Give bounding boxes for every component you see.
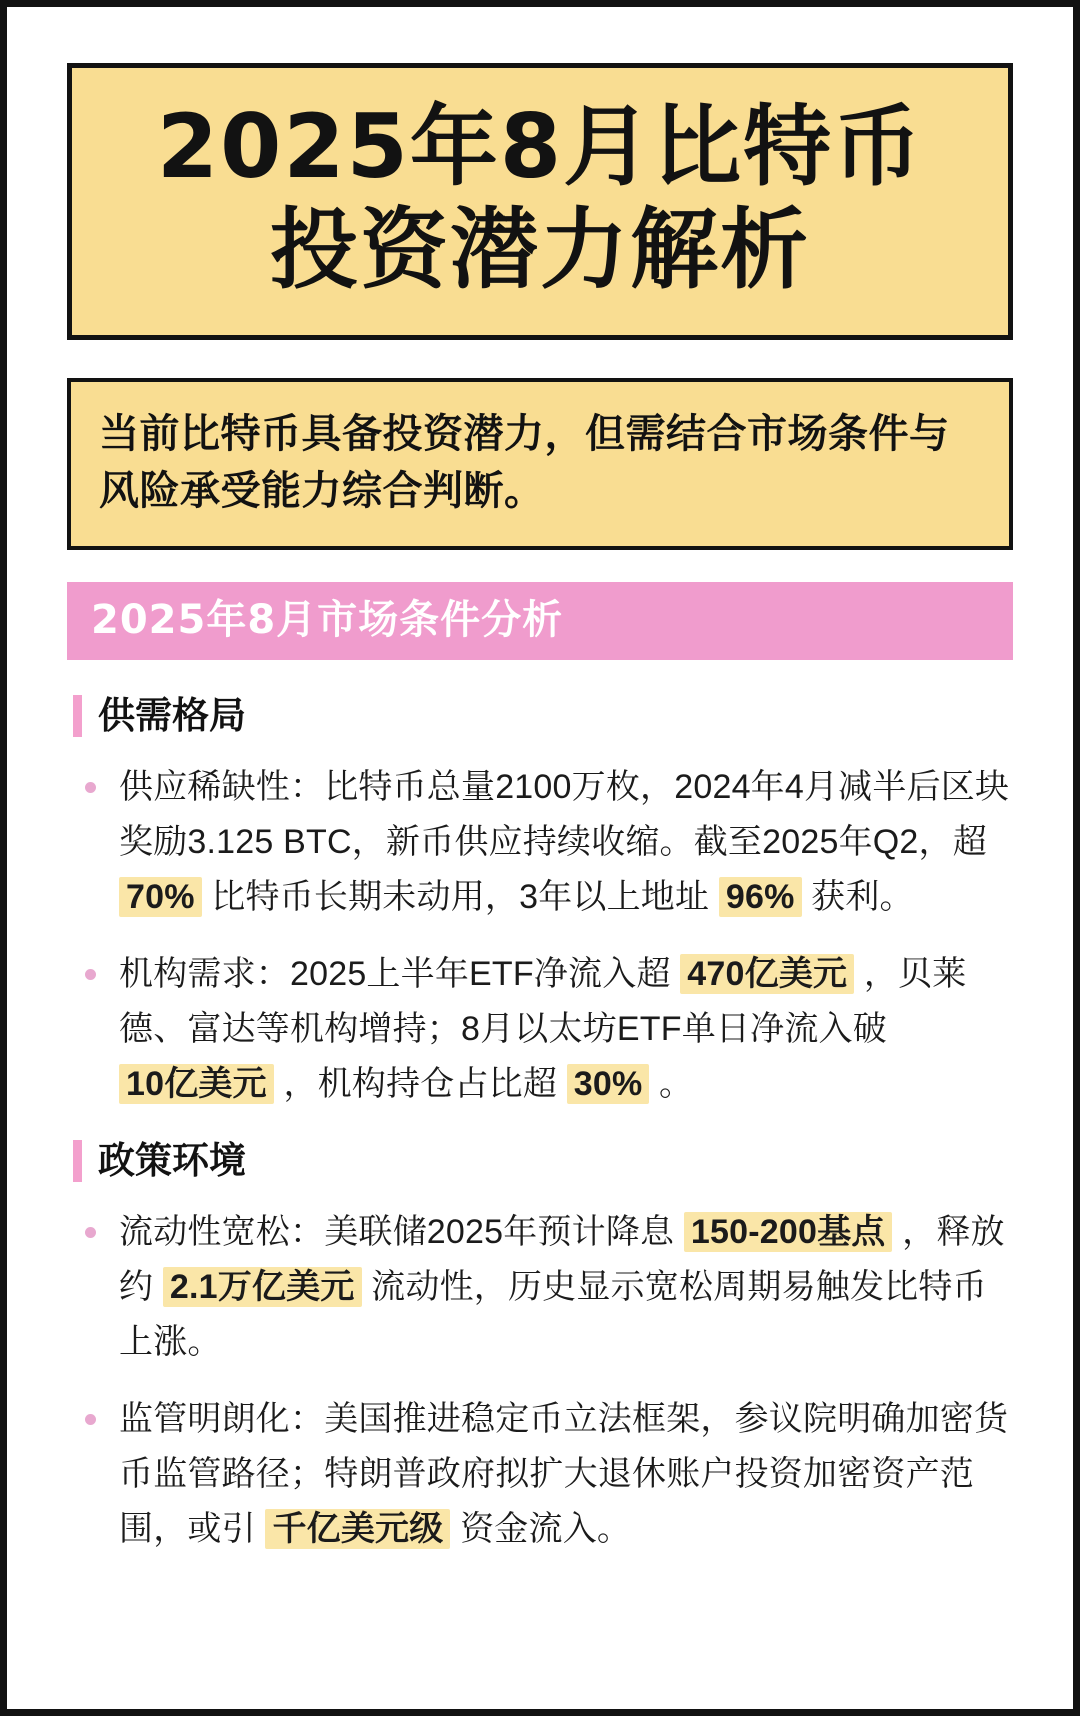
title-card <box>67 63 1013 340</box>
bullet-text: ，贝莱德、富达等机构增持；8月以太坊ETF单日净流入破 <box>119 955 967 1049</box>
highlight-value: 2.1万亿美元 <box>163 1267 362 1307</box>
list-item <box>67 947 1013 1112</box>
bullet-text: 比特币长期未动用，3年以上地址 <box>201 878 719 917</box>
section-banner <box>67 582 1013 660</box>
sub-heading <box>73 1139 1013 1183</box>
sub-heading <box>73 694 1013 738</box>
summary-card <box>67 378 1013 550</box>
bullet-text: 获利。 <box>801 878 914 917</box>
highlight-value: 30% <box>567 1064 650 1104</box>
bullet-text: 资金流入。 <box>450 1510 632 1549</box>
accent-bar-icon <box>73 1140 82 1182</box>
bullet-text: 流动性，历史显示宽松周期易触发比特币上涨。 <box>119 1268 987 1362</box>
bullet-dot-icon <box>85 1227 96 1238</box>
bullet-dot-icon <box>85 1414 96 1425</box>
content-groups <box>67 694 1013 1558</box>
content-group <box>67 1139 1013 1558</box>
bullet-text: 机构需求：2025上半年ETF净流入超 <box>119 955 681 994</box>
bullet-list <box>67 1205 1013 1557</box>
sub-heading-label: 供需格局 <box>98 693 246 737</box>
list-item <box>67 1392 1013 1557</box>
bullet-text: 供应稀缺性：比特币总量2100万枚，2024年4月减半后区块奖励3.125 BTC，新币供应持续收缩。截至2025年Q2，超 <box>119 768 1010 862</box>
bullet-list <box>67 760 1013 1112</box>
summary-text: 当前比特币具备投资潜力，但需结合市场条件与风险承受能力综合判断。 <box>99 411 950 514</box>
bullet-text: ，机构持仓占比超 <box>273 1065 567 1104</box>
bullet-text: 。 <box>649 1065 694 1104</box>
content-group <box>67 694 1013 1113</box>
section-banner-label: 2025年8月市场条件分析 <box>91 596 564 643</box>
bullet-text: 监管明朗化：美国推进稳定币立法框架，参议院明确加密货币监管路径；特朗普政府拟扩大退休账户投资加密资产范围，或引 <box>119 1400 1009 1549</box>
highlight-value: 10亿美元 <box>119 1064 274 1104</box>
highlight-value: 70% <box>119 877 202 917</box>
highlight-value: 96% <box>719 877 802 917</box>
highlight-value: 470亿美元 <box>680 954 854 994</box>
page-title-line-2: 投资潜力解析 <box>269 197 810 301</box>
list-item <box>67 1205 1013 1370</box>
bullet-text: ，释放约 <box>119 1212 1005 1307</box>
sub-heading-label: 政策环境 <box>98 1138 246 1182</box>
accent-bar-icon <box>73 695 82 737</box>
highlight-value: 千亿美元级 <box>265 1509 450 1549</box>
bullet-dot-icon <box>85 969 96 980</box>
list-item <box>67 760 1013 925</box>
highlight-value: 150-200基点 <box>684 1212 893 1252</box>
page-title-line-1: 2025年8月比特币 <box>156 95 924 198</box>
bullet-dot-icon <box>85 782 96 793</box>
bullet-text: 流动性宽松：美联储2025年预计降息 <box>119 1212 684 1251</box>
